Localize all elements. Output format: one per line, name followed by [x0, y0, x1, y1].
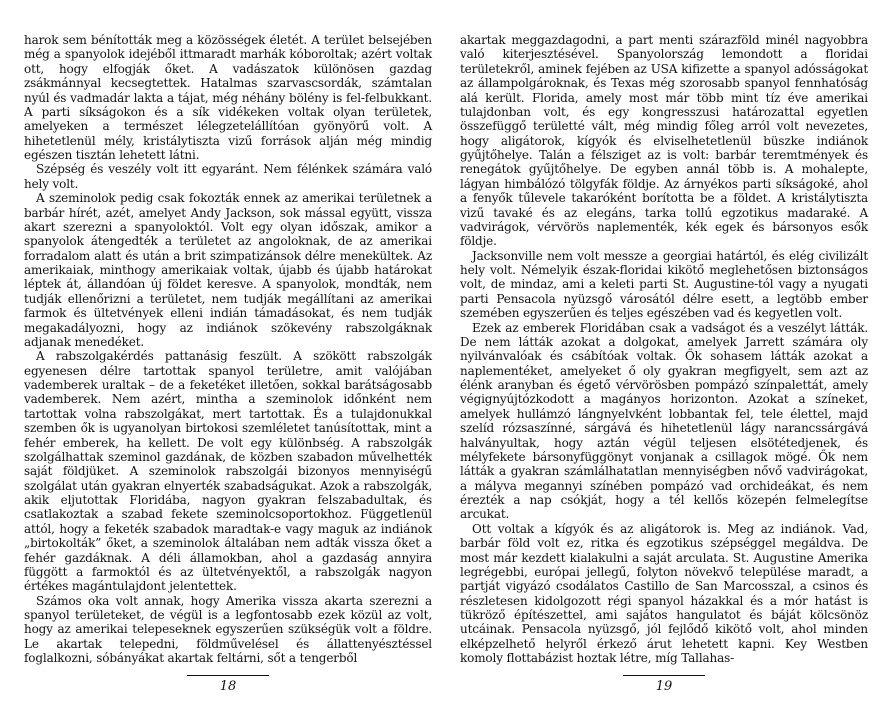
left-page — [24, 33, 432, 713]
paragraph: akartak meggazdagodni, a part menti szárazföld minél nagyobbra való kiterjesztésével. Spanyolország lemondott a floridai területekről, aminek fejében az USA kifizette a spanyol adósságokat az állampolgároknak, és Texas még szorosabb spanyol fennhatóság alá került. Florida, amely most már több mint tíz éve amerikai tulajdonban volt, és egy kongresszusi határozattal egyetlen összefüggő területté vált, még mindig főleg arról volt nevezetes, hogy aligátorok, kígyók és elviselhetetlenül büszke indiánok gyűjtőhelye. Talán a félsziget az is volt: barbár teremtmények és renegátok gyűjtőhelye. De egyben annál több is. A mohalepte, lágyan himbálózó tölgyfák földje. Az árnyékos parti síkságoké, ahol a fenyők tűlevele takaróként borította be a földet. A kristálytiszta vizű tavaké és az elegáns, tarka tollú egzotikus madaraké. A vadvirágok, vérvörös naplementék, kék egek és bársonyos esők földje. — [460, 33, 868, 249]
paragraph: Jacksonville nem volt messze a georgiai határtól, és elég civilizált hely volt. Némelyik észak-floridai kikötő meglehetősen biztonságos volt, de mindaz, ami a keleti parti St. Augustine-tól vagy a nyugati parti Pensacola nyüzsgő városától délre esett, a legtöbb ember szemében egyszerűen és teljes egészében vad és kegyetlen volt. — [460, 248, 868, 321]
left-page-text — [24, 33, 432, 666]
page-number: 18 — [219, 679, 237, 694]
paragraph: Szépség és veszély volt itt egyaránt. Nem félénkek számára való hely volt. — [24, 162, 432, 191]
right-page-text — [460, 33, 868, 666]
paragraph: Ott voltak a kígyók és az aligátorok is. Meg az indiánok. Vad, barbár föld volt ez, ritka és egzotikus szépséggel megáldva. De most már kezdett kialakulni a saját arculata. St. Augustine Amerika legrégebbi, európai jellegű, folyton növekvő települése maradt, a partját vigyázó csodálatos Castillo de San Marcosszal, a csinos és részletesen kidolgozott régi spanyol házakkal és a mór hatást is tükröző építészettel, ami sajátos hangulatot és báját kölcsönöz utcáinak. Pensacola nyüzsgő, jól fejlődő kikötő volt, ahol minden elképzelhető helyről érkező árut lehetett kapni. Key Westben komoly flottabázist hoztak létre, míg Tallahas- — [460, 521, 868, 666]
paragraph: A rabszolgakérdés pattanásig feszült. A szökött rabszolgák egyenesen délre tartottak spanyol területre, amit valójában vademberek uraltak – de a feketéket illetően, sokkal barátságosabb vademberek. Nem azért, mintha a szeminolok időnként nem tartottak volna rabszolgákat, mert tartottak. És a tulajdonukkal szemben ők is ugyanolyan birtokosi szemléletet tanúsítottak, mint a fehér emberek, ha kellett. De volt egy különbség. A rabszolgák szolgálhattak szeminol gazdának, de közben szabadon művelhették saját földjüket. A szeminolok rabszolgái bizonyos mennyiségű szolgálat után gyakran elnyerték szabadságukat. Azok a rabszolgák, akik eljutottak Floridába, nagyon gyakran felszabadultak, és csatlakoztak a szabad fekete szeminolcsoportokhoz. Függetlenül attól, hogy a feketék szabadok maradtak-e vagy maguk az indiánok „birtokolták” őket, a szeminolok általában nem adták vissza őket a fehér gazdáknak. A déli államokban, ahol a gazdaság annyira függött a farmoktól és az ültetvényektől, a rabszolgák nagyon értékes magántulajdont jelentettek. — [24, 349, 432, 594]
footer-rule — [623, 675, 705, 676]
footer-rule — [187, 675, 269, 676]
right-page — [460, 33, 868, 713]
page-number: 19 — [655, 679, 673, 694]
right-page-footer — [460, 675, 868, 694]
paragraph: Számos oka volt annak, hogy Amerika vissza akarta szerezni a spanyol területeket, de végül is a legfontosabb ezek közül az volt, hogy az amerikai telepeseknek egyszerűen szükségük volt a földre. Le akartak telepedni, földművelésel és állattenyésztéssel foglalkozni, sóbányákat akartak feltárni, sőt a tengerből — [24, 593, 432, 666]
left-page-footer — [24, 675, 432, 694]
paragraph: harok sem bénították meg a közösségek életét. A terület belsejében még a spanyolok idejéből ittmaradt marhák kóboroltak; azért voltak ott, hogy elfogják őket. A vadászatok különösen gazdag zsákmánnyal kecsegtettek. Hatalmas szarvascsordák, számtalan nyúl és vadmadár lakta a tájat, még néhány bölény is fel-felbukkant. A parti síkságokon és a sík vidékeken voltak olyan területek, amelyeken a természet lélegzetelállítóan gyönyörű volt. A hihetetlenül mély, kristálytiszta vizű források alján még mindig egészen tisztán lehetett látni. — [24, 33, 432, 162]
paragraph: A szeminolok pedig csak fokozták ennek az amerikai területnek a barbár hírét, azét, amelyet Andy Jackson, sok mással együtt, vissza akart szerezni a spanyoloktól. Volt egy olyan időszak, amikor a spanyolok átengedték a területet az angoloknak, de az amerikai forradalom alatt és után a brit szimpatizánsok délre menekültek. Az amerikaiak, minthogy amerikaiak voltak, újabb és újabb határokat léptek át, állandóan új földet keresve. A spanyolok, mondták, nem tudják ellenőrizni a területet, nem tudják megállítani az amerikai farmok és ültetvények elleni indián támadásokat, és nem tudják megakadályozni, hogy az indiánok szökevény rabszolgáknak adjanak menedéket. — [24, 191, 432, 349]
paragraph: Ezek az emberek Floridában csak a vadságot és a veszélyt látták. De nem látták azokat a dolgokat, amelyek Jarrett számára oly nyilvánvalóak és csábítóak voltak. Ők sohasem látták azokat a naplementéket, amelyeket ő oly gyakran megfigyelt, sem azt az élénk aranyban és égető vérvörösben pompázó színpalettát, amely végignyújtózkodott a magányos horizonton. Azokat a színeket, amelyek hullámzó lángnyelvként lobbantak fel, tele élettel, majd szelíd rózsaszínné, sárgává és hihetetlenül lágy narancssárgává halványultak, hogy aztán végül teljesen elsötétedjenek, és mélyfekete bársonyfüggönyt vonjanak a csillagok mögé. Ők nem látták a gyakran számlálhatatlan mennyiségben nővő vadvirágokat, a mályva megannyi színében pompázó vad orchideákat, és nem érezték a nap csókját, hogy a tél kellős közepén felmelegítse arcukat. — [460, 320, 868, 522]
